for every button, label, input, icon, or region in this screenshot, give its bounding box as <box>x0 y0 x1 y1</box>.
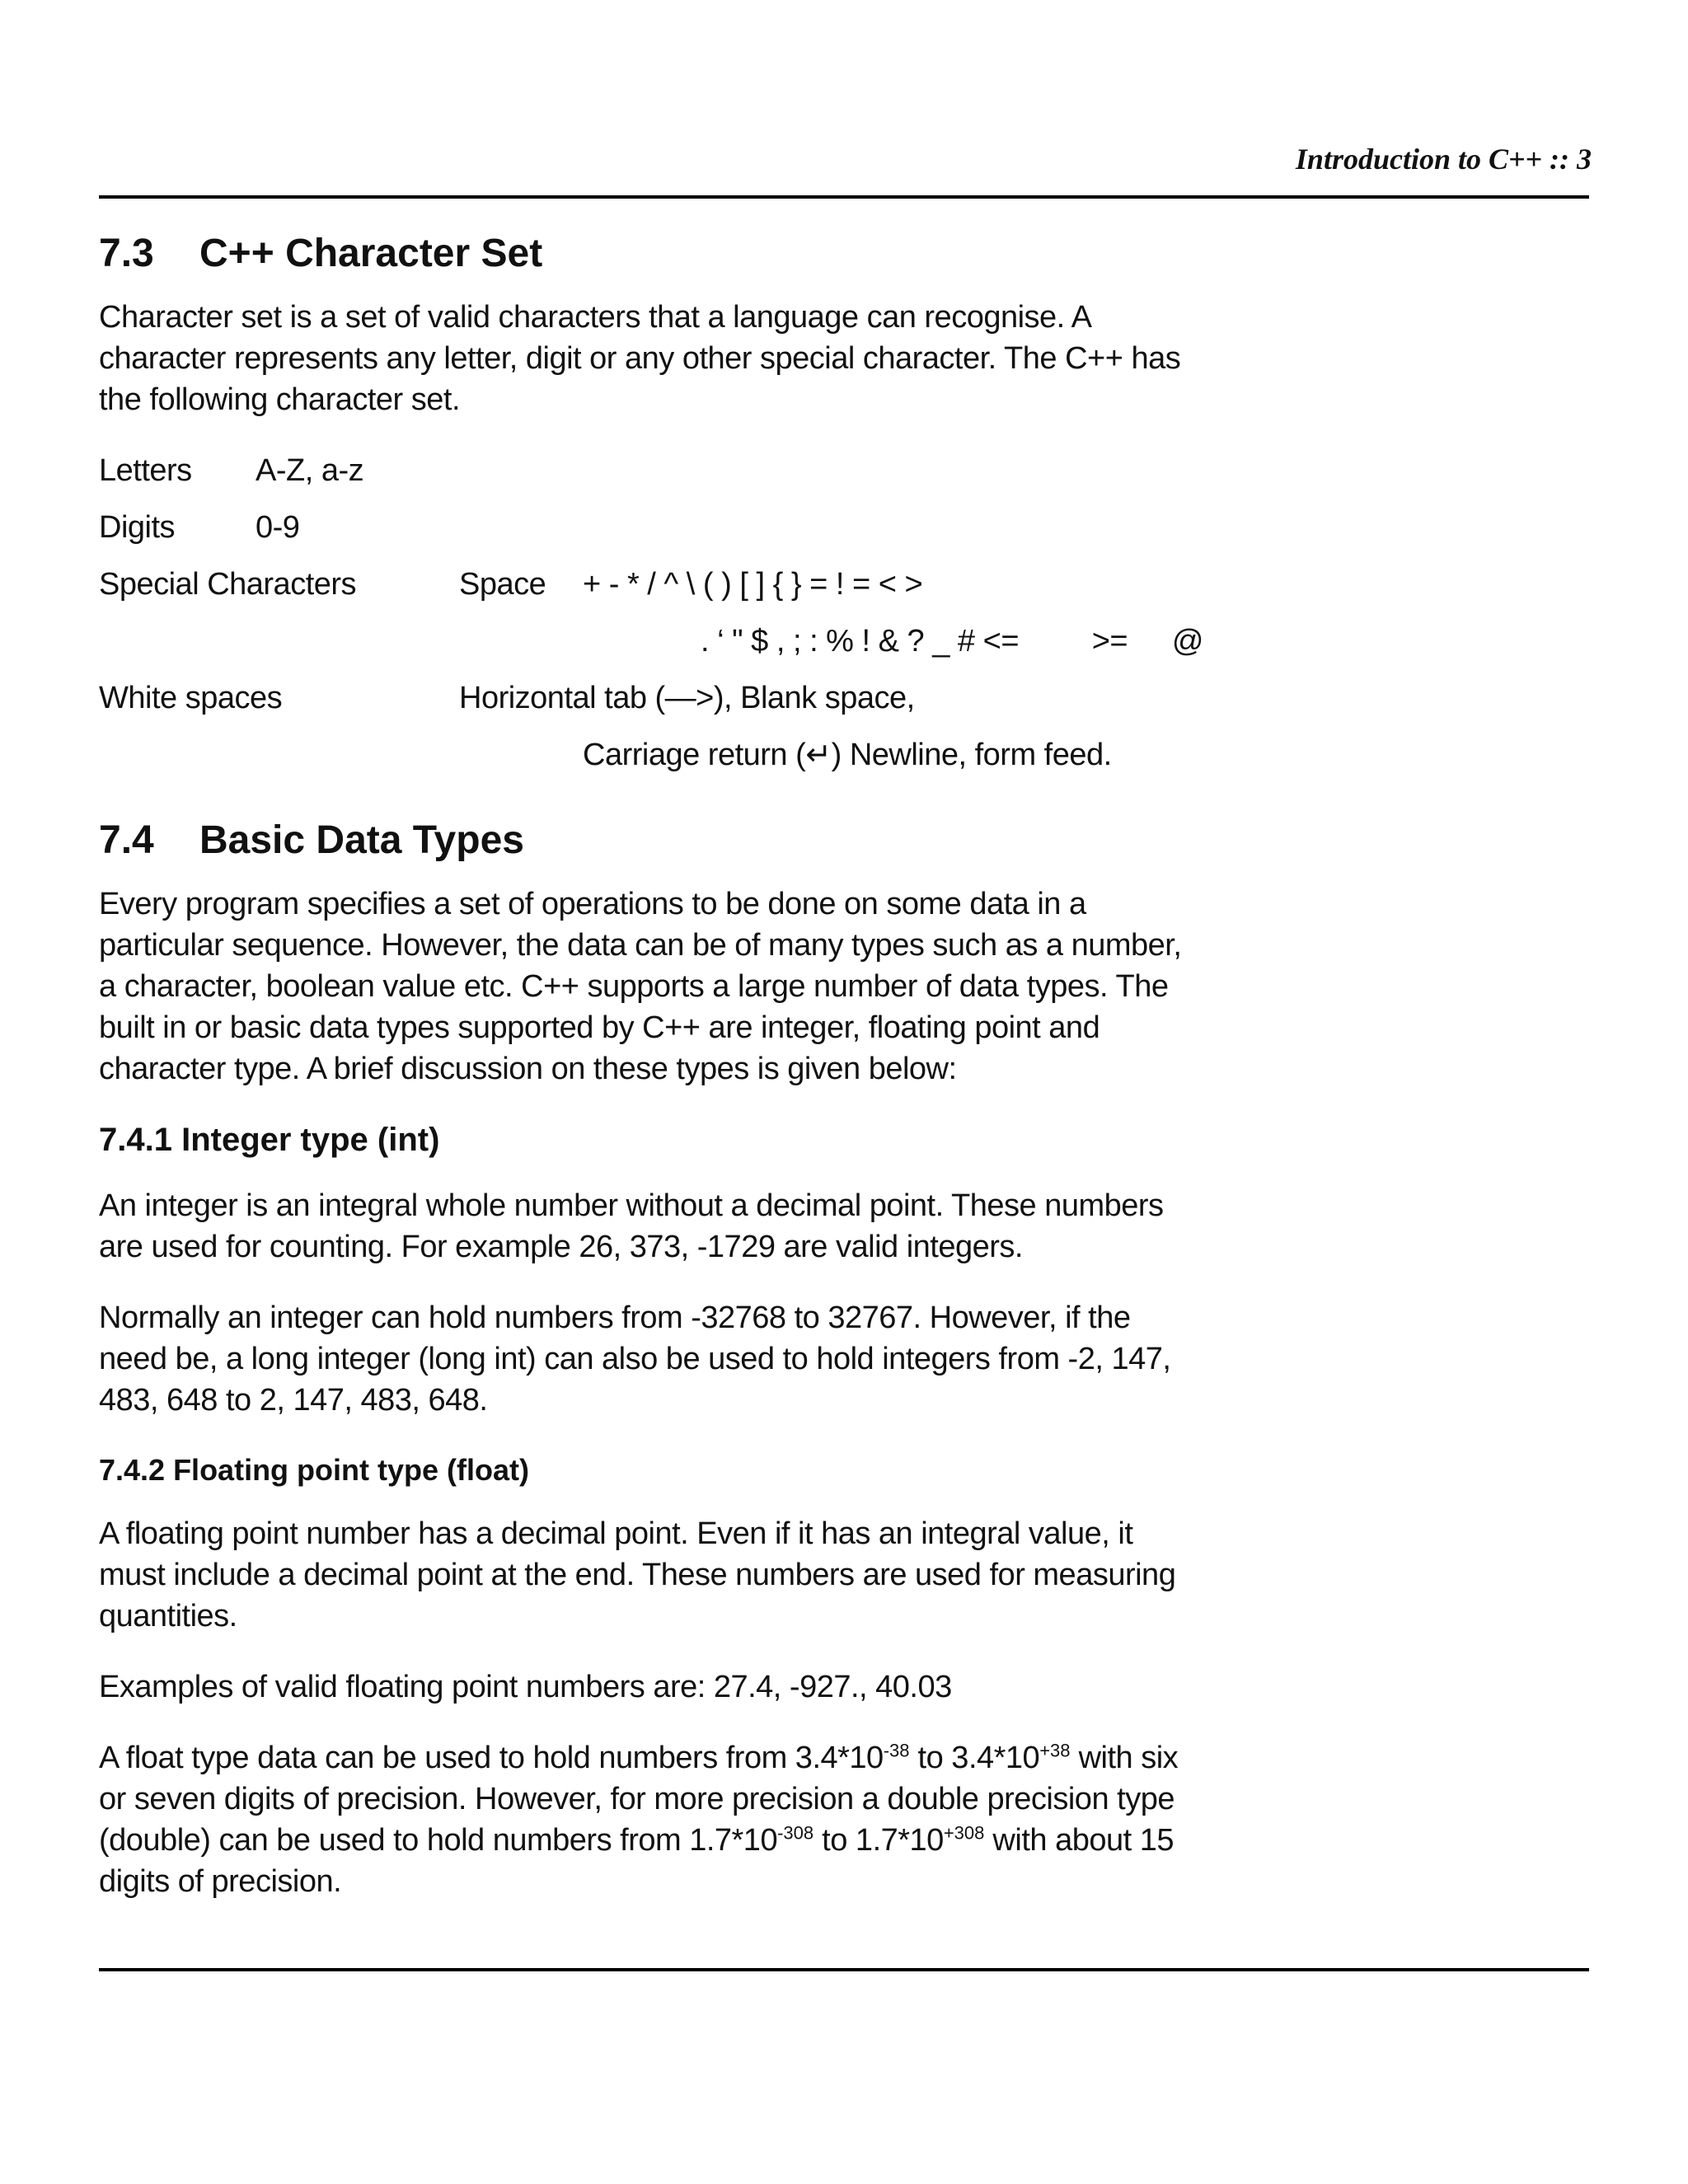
integer-para-2: Normally an integer can hold numbers from -32768 to 32767. However, if the need be, a long integer (long int) can also be used to hold integers from -2, 147, 483, 648 to 2, 147, 483, 648. <box>99 1301 1171 1418</box>
exponent: -308 <box>777 1822 814 1844</box>
white-spaces-label: White spaces <box>99 681 283 715</box>
digits-label: Digits <box>99 510 176 545</box>
float-para-3-text: A float type data can be used to hold numbers from 3.4*10 <box>99 1741 884 1775</box>
section-number: 7.4 <box>99 818 154 862</box>
page-content <box>99 221 1203 1932</box>
white-spaces-line-2: Carriage return (↵) Newline, form feed. <box>583 738 1112 772</box>
special-characters-label: Special Characters <box>99 567 357 602</box>
special-characters-line-2: . ‘ " $ , ; : % ! & ? _ # <= <box>700 624 1020 658</box>
digits-value: 0-9 <box>256 510 300 545</box>
white-spaces-row-2 <box>99 734 1203 791</box>
float-para-2: Examples of valid floating point numbers are: 27.4, -927., 40.03 <box>99 1670 952 1704</box>
section-title: Basic Data Types <box>199 818 524 862</box>
integer-para-1: An integer is an integral whole number without a decimal point. These numbers are used for counting. For example 26, 373, -1729 are valid integers. <box>99 1188 1164 1264</box>
section-7-4-heading <box>99 816 1203 865</box>
float-para-3 <box>99 1737 1203 1902</box>
special-at: @ <box>1171 624 1203 658</box>
special-characters-row-2 <box>99 621 1203 677</box>
section-7-4-1-heading: 7.4.1 Integer type (int) <box>99 1122 440 1158</box>
section-7-4-intro: Every program specifies a set of operations to be done on some data in a particular sequence. However, the data can be of many types such as a number, a character, boolean value etc. C++ supports a large number of data types. The built in or basic data types supported by C++ are integer, floating point and character type. A brief discussion on these types is given below: <box>99 887 1182 1086</box>
exponent: +38 <box>1039 1740 1071 1761</box>
float-para-3-text: with six or seven digits of precision. However, for more precision a double precision type (double) can be used to hold numbers from 1.7*10 <box>99 1741 1179 1858</box>
section-title: C++ Character Set <box>199 232 543 275</box>
exponent: -38 <box>883 1740 910 1761</box>
section-7-3-heading <box>99 229 1203 279</box>
white-spaces-line-1: Horizontal tab (—>), Blank space, <box>459 681 915 715</box>
section-7-4-2-heading: 7.4.2 Floating point type (float) <box>99 1453 529 1487</box>
digits-row <box>99 507 1203 564</box>
exponent: +308 <box>943 1822 985 1844</box>
special-characters-line-1: + - * / ^ \ ( ) [ ] { } = ! = < > <box>583 567 923 602</box>
character-set-table <box>99 450 1203 791</box>
float-para-3-text: to 3.4*10 <box>909 1741 1040 1775</box>
section-number: 7.3 <box>99 232 154 275</box>
float-para-3-text: with about 15 digits of precision. <box>99 1823 1174 1899</box>
special-space: Space <box>459 567 546 602</box>
letters-value: A-Z, a-z <box>256 453 364 488</box>
float-para-3-text: to 1.7*10 <box>814 1823 944 1858</box>
float-para-1: A floating point number has a decimal point. Even if it has an integral value, it must include a decimal point at the end. These numbers are used for measuring quantities. <box>99 1516 1176 1633</box>
section-7-3-intro: Character set is a set of valid characters that a language can recognise. A character represents any letter, digit or any other special character. The C++ has the following character set. <box>99 300 1181 417</box>
letters-row <box>99 450 1203 507</box>
special-characters-row <box>99 564 1203 621</box>
top-rule <box>99 195 1589 199</box>
running-head: Introduction to C++ :: 3 <box>1295 143 1592 176</box>
letters-label: Letters <box>99 453 192 488</box>
white-spaces-row <box>99 677 1203 734</box>
bottom-rule <box>99 1968 1589 1971</box>
special-ge: >= <box>1091 624 1128 658</box>
